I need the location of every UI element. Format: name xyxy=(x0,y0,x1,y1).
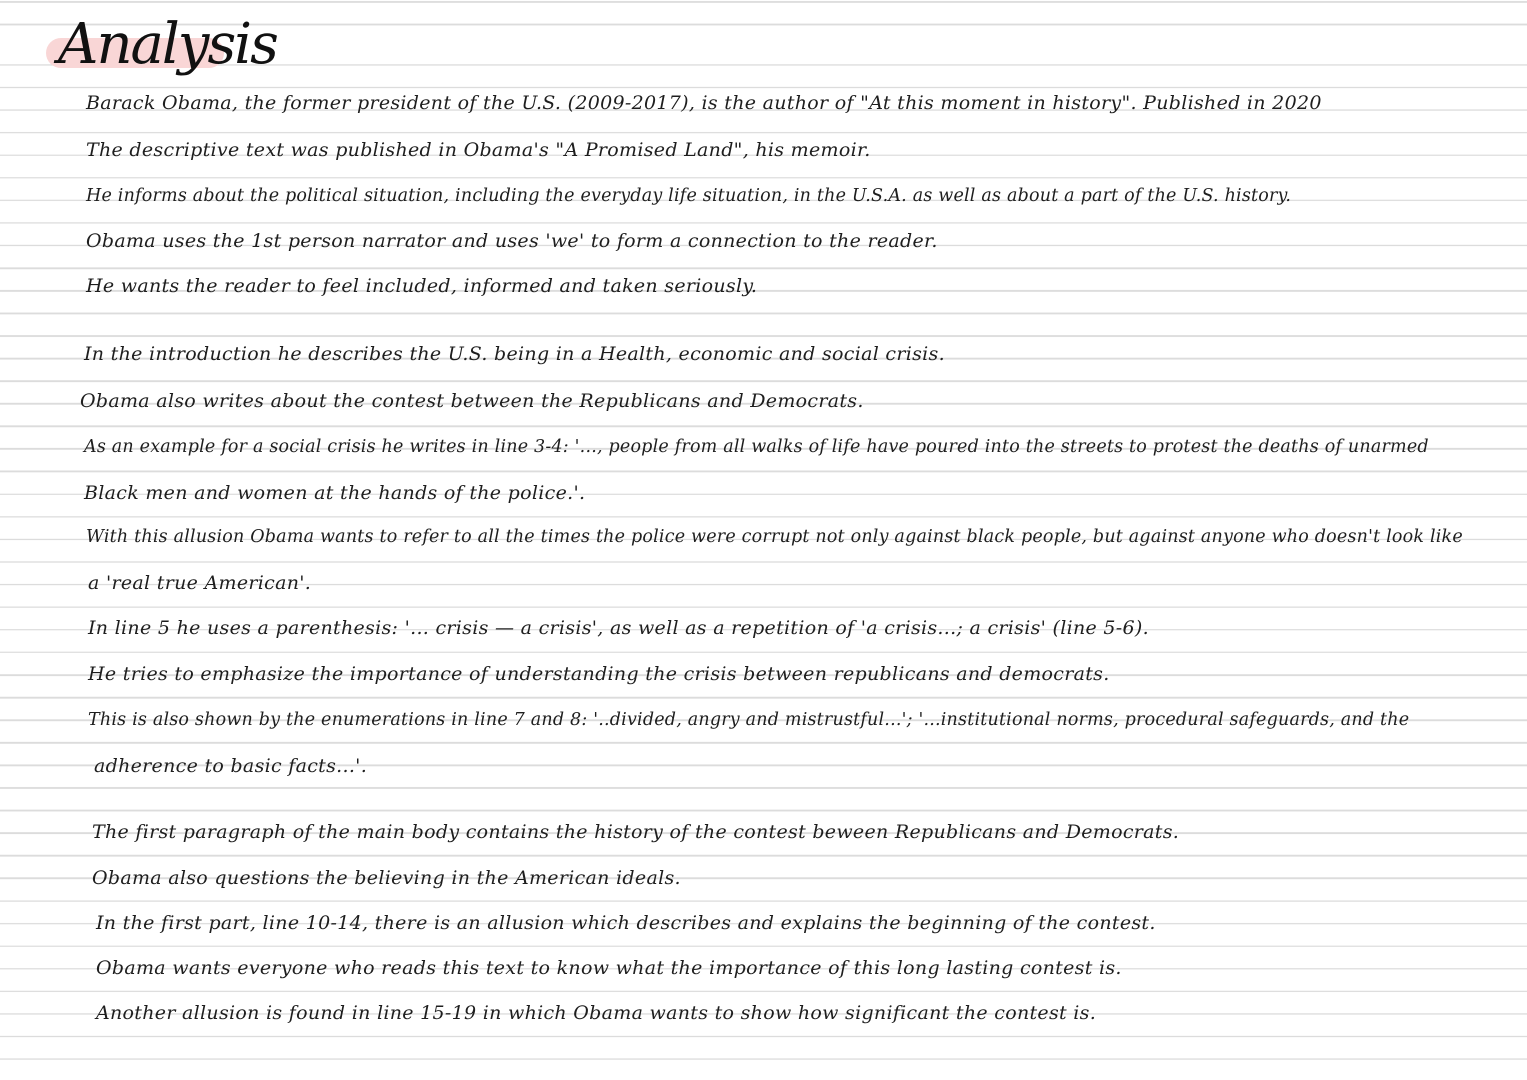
page-title: Analysis xyxy=(58,12,277,77)
text-line: As an example for a social crisis he writes in line 3-4: '..., people from all walks of life have poured into the streets to protest the deaths of unarmed xyxy=(84,437,1429,457)
text-line: With this allusion Obama wants to refer to all the times the police were corrupt not only against black people, but against anyone who doesn't look like xyxy=(86,527,1463,547)
text-line: The first paragraph of the main body contains the history of the contest beween Republicans and Democrats. xyxy=(92,821,1180,843)
text-line: Obama wants everyone who reads this text to know what the importance of this long lasting contest is. xyxy=(96,957,1122,979)
text-line: In the first part, line 10-14, there is an allusion which describes and explains the beginning of the contest. xyxy=(96,912,1156,934)
text-line: Black men and women at the hands of the police.'. xyxy=(84,482,586,504)
text-line: Another allusion is found in line 15-19 in which Obama wants to show how significant the contest is. xyxy=(96,1002,1097,1024)
text-line: Obama uses the 1st person narrator and uses 'we' to form a connection to the reader. xyxy=(86,230,938,252)
text-line: The descriptive text was published in Obama's "A Promised Land", his memoir. xyxy=(86,139,871,161)
text-line: Barack Obama, the former president of the U.S. (2009-2017), is the author of "At this moment in history". Published in 2020 xyxy=(86,92,1322,114)
text-line: He informs about the political situation, including the everyday life situation, in the U.S.A. as well as about a part of the U.S. history. xyxy=(86,186,1292,206)
text-line: adherence to basic facts...'. xyxy=(94,755,368,777)
title-block xyxy=(46,8,277,88)
text-line: Obama also questions the believing in the American ideals. xyxy=(92,867,681,889)
text-line: In the introduction he describes the U.S. being in a Health, economic and social crisis. xyxy=(84,343,945,365)
text-line: He tries to emphasize the importance of understanding the crisis between republicans and democrats. xyxy=(88,663,1110,685)
text-line: This is also shown by the enumerations in line 7 and 8: '..divided, angry and mistrustful...'; '...institutional norms, procedural safeguards, and the xyxy=(88,710,1410,730)
text-line: In line 5 he uses a parenthesis: '... crisis — a crisis', as well as a repetition of 'a crisis...; a crisis' (line 5-6). xyxy=(88,617,1149,639)
text-line: He wants the reader to feel included, informed and taken seriously. xyxy=(86,275,758,297)
text-line: a 'real true American'. xyxy=(88,572,312,594)
text-line: Obama also writes about the contest between the Republicans and Democrats. xyxy=(80,390,864,412)
